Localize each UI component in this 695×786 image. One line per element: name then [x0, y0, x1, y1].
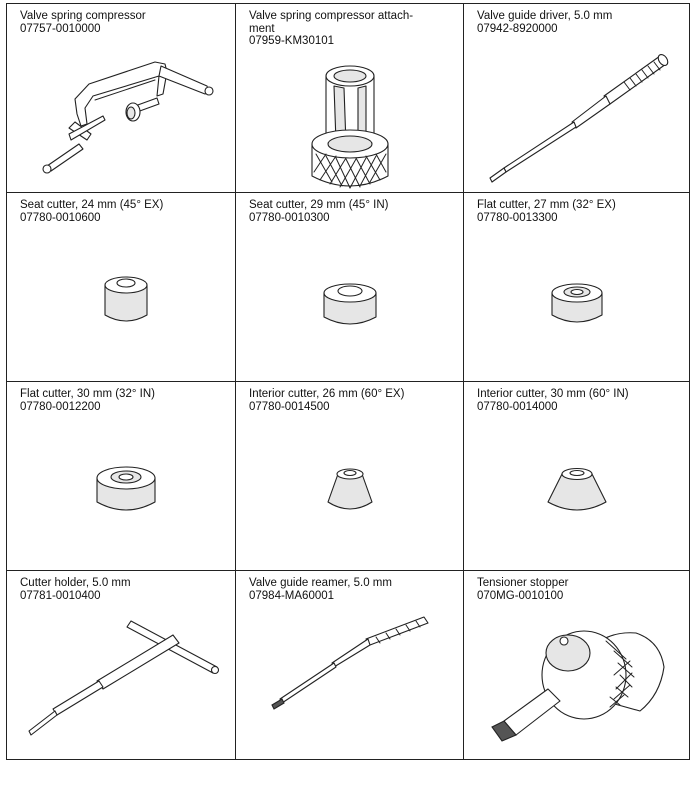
tool-name: Flat cutter, 30 mm (32° IN): [20, 388, 155, 400]
tool-cell: [464, 193, 690, 382]
table-row: [7, 571, 690, 760]
tool-caption: [477, 577, 681, 602]
tool-name: Tensioner stopper: [477, 577, 569, 589]
tool-name: Interior cutter, 26 mm (60° EX): [249, 388, 405, 400]
tool-caption: [20, 10, 227, 35]
tool-caption: [477, 199, 681, 224]
tool-name: Seat cutter, 24 mm (45° EX): [20, 199, 164, 211]
tool-name: Valve spring compressor attach- ment: [249, 10, 414, 35]
tool-name: Flat cutter, 27 mm (32° EX): [477, 199, 616, 211]
tool-caption: [249, 199, 455, 224]
special-tools-table: [6, 3, 690, 760]
tool-name: Interior cutter, 30 mm (60° IN): [477, 388, 629, 400]
tool-cell: [236, 382, 464, 571]
part-number: 07780-0012200: [20, 400, 101, 413]
table-row: [7, 382, 690, 571]
tool-name: Valve guide driver, 5.0 mm: [477, 10, 613, 22]
tool-cell: [7, 193, 236, 382]
tool-caption: [20, 577, 227, 602]
tool-cell: [464, 382, 690, 571]
part-number: 070MG-0010100: [477, 589, 564, 602]
part-number: 07780-0013300: [477, 211, 558, 224]
tool-cell: [7, 571, 236, 760]
part-number: 07942-8920000: [477, 22, 558, 35]
tool-name: Valve guide reamer, 5.0 mm: [249, 577, 392, 589]
tool-cell: [464, 4, 690, 193]
tool-cell: [7, 382, 236, 571]
tool-name: Cutter holder, 5.0 mm: [20, 577, 131, 589]
tool-cell: [236, 4, 464, 193]
tool-caption: [249, 388, 455, 413]
tool-cell: [236, 571, 464, 760]
tool-name: Seat cutter, 29 mm (45° IN): [249, 199, 389, 211]
tool-cell: [236, 193, 464, 382]
table-row: [7, 193, 690, 382]
part-number: 07984-MA60001: [249, 589, 335, 602]
tool-caption: [20, 199, 227, 224]
tool-name: Valve spring compressor: [20, 10, 146, 22]
table-row: [7, 4, 690, 193]
tool-cell: [464, 571, 690, 760]
part-number: 07780-0014500: [249, 400, 330, 413]
part-number: 07757-0010000: [20, 22, 101, 35]
tool-caption: [249, 10, 455, 48]
tool-caption: [249, 577, 455, 602]
part-number: 07780-0010600: [20, 211, 101, 224]
part-number: 07780-0014000: [477, 400, 558, 413]
tool-caption: [477, 10, 681, 35]
part-number: 07780-0010300: [249, 211, 330, 224]
tool-caption: [477, 388, 681, 413]
tool-caption: [20, 388, 227, 413]
tool-cell: [7, 4, 236, 193]
part-number: 07781-0010400: [20, 589, 101, 602]
part-number: 07959-KM30101: [249, 35, 335, 47]
